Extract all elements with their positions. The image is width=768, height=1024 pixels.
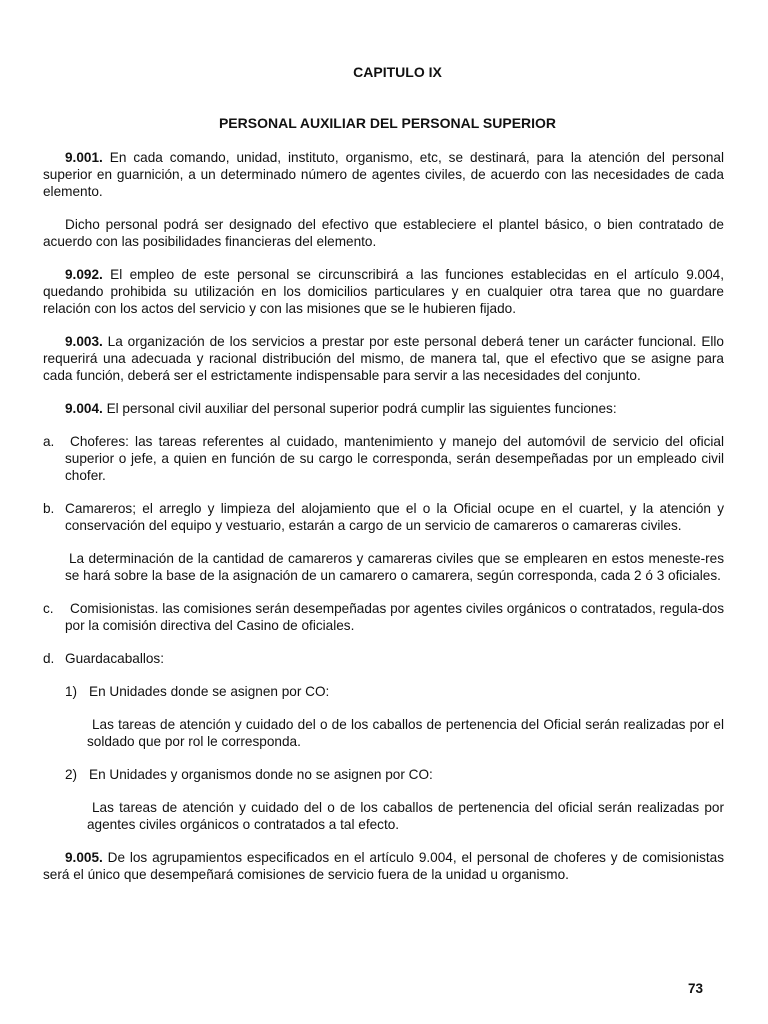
article-text: En cada comando, unidad, instituto, organismo, etc, se destinará, para la atención del personal superior en guarnición, a un determinado número de agentes civiles, de acuerdo con las necesidades de cada elemento. <box>43 150 724 199</box>
article-9-005 <box>43 849 724 883</box>
document-page <box>43 64 724 883</box>
numbered-label: 2) <box>65 767 78 782</box>
article-9-003 <box>43 333 724 384</box>
numbered-label: 1) <box>65 684 78 699</box>
list-item-a <box>43 433 724 484</box>
list-item-text: Choferes: las tareas referentes al cuidado, mantenimiento y manejo del automóvil de servicio del oficial superior o jefe, a quien en función de su cargo le corresponda, serán desempeñadas por un empleado civil chofer. <box>65 434 724 483</box>
list-item-d <box>43 650 724 667</box>
list-item-c <box>43 600 724 634</box>
article-number: 9.003. <box>65 334 103 349</box>
numbered-item-2 <box>43 766 724 783</box>
article-number: 9.001. <box>65 150 103 165</box>
article-9-092 <box>43 266 724 317</box>
list-item-text: Guardacaballos: <box>65 651 164 666</box>
chapter-title: CAPITULO IX <box>353 64 442 80</box>
list-letter: c. <box>43 601 54 616</box>
list-item-text: Camareros; el arreglo y limpieza del alojamiento que el o la Oficial ocupe en el cuartel, y la atención y conservación del equipo y vestuario, estarán a cargo de un servicio de camareros o camareras civiles. <box>65 501 724 533</box>
article-9-001 <box>43 149 724 200</box>
article-9-004 <box>43 400 724 417</box>
article-number: 9.005. <box>65 850 103 865</box>
article-text: La organización de los servicios a prestar por este personal deberá tener un carácter funcional. Ello requerirá una adecuada y racional distribución del mismo, de manera tal, que el efectivo que se asigne para cada función, deberá ser el estrictamente indispensable para servir a las necesidades del conjunto. <box>43 334 724 383</box>
numbered-item-1-text: Las tareas de atención y cuidado del o de los caballos de pertenencia del Oficial serán realizadas por el soldado que por rol le corresponda. <box>87 717 724 749</box>
list-item-text: Comisionistas. las comisiones serán desempeñadas por agentes civiles orgánicos o contratados, regula-dos por la comisión directiva del Casino de oficiales. <box>65 601 724 633</box>
article-text: El personal civil auxiliar del personal superior podrá cumplir las siguientes funciones: <box>102 401 617 416</box>
article-text: El empleo de este personal se circunscribirá a las funciones establecidas en el artículo 9.004, quedando prohibida su utilización en los domicilios particulares y en cualquier otra tarea que no guardare relación con los actos del servicio y con las misiones que se le hubieren fijado. <box>43 267 724 316</box>
list-letter: b. <box>43 501 55 516</box>
numbered-heading: En Unidades donde se asignen por CO: <box>89 684 330 699</box>
list-item-b-subparagraph: La determinación de la cantidad de camareros y camareras civiles que se emplearen en estos meneste-res se hará sobre la base de la asignación de un camarero o camarera, según corresponda, cada 2 ó 3 oficiales. <box>65 551 724 583</box>
page-number: 73 <box>688 981 704 996</box>
paragraph-dicho-personal <box>43 216 724 250</box>
list-letter: d. <box>43 651 55 666</box>
article-text: De los agrupamientos especificados en el artículo 9.004, el personal de choferes y de comisionistas será el único que desempeñará comisiones de servicio fuera de la unidad u organismo. <box>43 850 724 882</box>
section-title: PERSONAL AUXILIAR DEL PERSONAL SUPERIOR <box>218 115 557 131</box>
numbered-heading: En Unidades y organismos donde no se asignen por CO: <box>89 767 433 782</box>
article-number: 9.004. <box>65 401 103 416</box>
list-item-b <box>43 500 724 534</box>
numbered-item-1 <box>43 683 724 700</box>
article-number: 9.092. <box>65 267 103 282</box>
paragraph-text: Dicho personal podrá ser designado del efectivo que estableciere el plantel básico, o bien contratado de acuerdo con las posibilidades financieras del elemento. <box>43 217 724 249</box>
numbered-item-2-text: Las tareas de atención y cuidado del o de los caballos de pertenencia del oficial serán realizadas por agentes civiles orgánicos o contratados a tal efecto. <box>87 800 724 832</box>
list-letter: a. <box>43 434 55 449</box>
